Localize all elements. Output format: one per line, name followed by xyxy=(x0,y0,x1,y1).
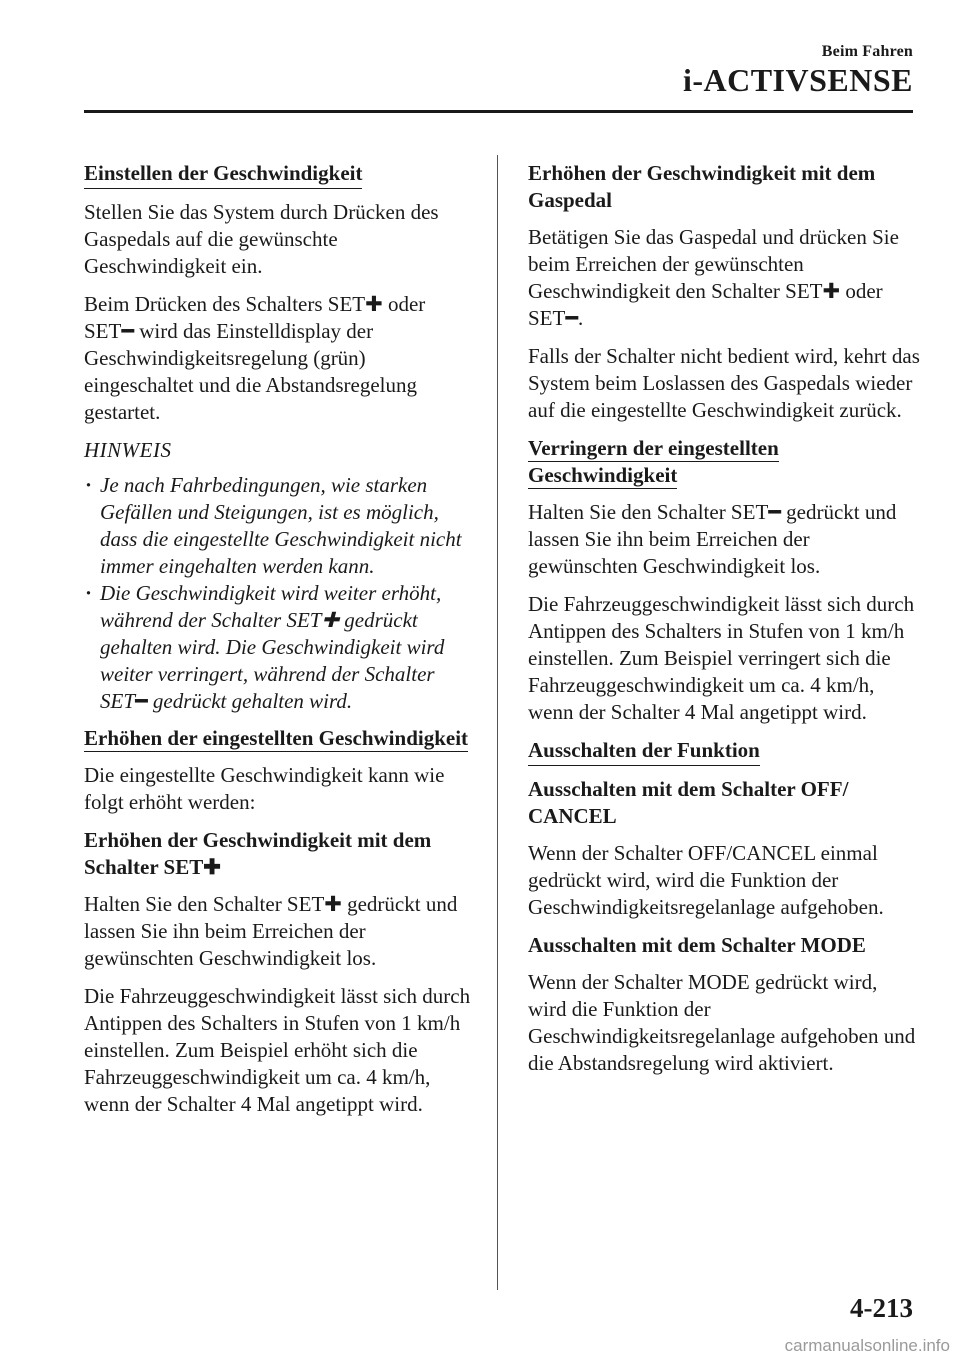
heading-off-cancel: Ausschalten mit dem Schalter OFF/ CANCEL xyxy=(528,777,849,828)
left-column xyxy=(84,160,476,1129)
page-number: 4-213 xyxy=(850,1293,913,1323)
paragraph-setting-1: Stellen Sie das System durch Drücken des Gaspedals auf die gewünschte Geschwindigkeit ein. xyxy=(84,200,439,278)
right-column xyxy=(528,160,920,1088)
chapter-title: i-ACTIVSENSE xyxy=(682,62,913,98)
section-label: Beim Fahren xyxy=(821,43,913,60)
header-divider xyxy=(84,110,913,113)
paragraph-off-mode: Wenn der Schalter MODE gedrückt wird, wird die Funktion der Geschwindigkeitsregelanlage aufgehoben und die Abstandsregelung wird aktiviert. xyxy=(528,970,916,1075)
paragraph-increase-switch-2: Die Fahrzeuggeschwindigkeit lässt sich durch Antippen des Schalters in Stufen von 1 km/h einstellen. Zum Beispiel erhöht sich die Fahrzeuggeschwindigkeit um ca. 4 km/h, wenn der Schalter 4 Mal angetippt wird. xyxy=(84,984,471,1116)
note-item: · Die Geschwindigkeit wird weiter erhöht, während der Schalter SET✚ gedrückt gehalten wird. Die Geschwindigkeit wird weiter verringert, während der Schalter SET━ gedrückt gehalten wird. xyxy=(84,580,476,715)
heading-off-mode: Ausschalten mit dem Schalter MODE xyxy=(528,933,866,957)
paragraph-increase: Die eingestellte Geschwindigkeit kann wie folgt erhöht werden: xyxy=(84,763,445,814)
note-list xyxy=(84,472,476,715)
heading-increase-switch: Erhöhen der Geschwindigkeit mit dem Schalter SET✚ xyxy=(84,828,432,879)
note-heading: HINWEIS xyxy=(84,438,172,462)
paragraph-setting-2: Beim Drücken des Schalters SET✚ oder SET━ wird das Einstelldisplay der Geschwindigkeitsregelung (grün) eingeschaltet und die Abstandsregelung gestartet. xyxy=(84,292,426,424)
heading-increase-pedal: Erhöhen der Geschwindigkeit mit dem Gaspedal xyxy=(528,161,876,212)
column-divider xyxy=(497,155,498,1290)
paragraph-off-cancel: Wenn der Schalter OFF/CANCEL einmal gedrückt wird, wird die Funktion der Geschwindigkeitsregelanlage aufgehoben. xyxy=(528,841,884,919)
paragraph-decrease-1: Halten Sie den Schalter SET━ gedrückt und lassen Sie ihn beim Erreichen der gewünschten Geschwindigkeit los. xyxy=(528,500,897,578)
watermark-url: carmanualsonline.info xyxy=(784,1336,950,1355)
paragraph-decrease-2: Die Fahrzeuggeschwindigkeit lässt sich durch Antippen des Schalters in Stufen von 1 km/h einstellen. Zum Beispiel verringert sich die Fahrzeuggeschwindigkeit um ca. 4 km/h, wenn der Schalter 4 Mal angetippt wird. xyxy=(528,592,915,724)
note-item: · Je nach Fahrbedingungen, wie starken Gefällen und Steigungen, ist es möglich, dass die eingestellte Geschwindigkeit nicht immer eingehalten werden kann. xyxy=(84,472,476,580)
heading-disable-function: Ausschalten der Funktion xyxy=(528,737,920,766)
heading-decrease-speed: Verringern der eingestellten Geschwindigkeit xyxy=(528,436,779,487)
paragraph-pedal-1: Betätigen Sie das Gaspedal und drücken Sie beim Erreichen der gewünschten Geschwindigkeit den Schalter SET✚ oder SET━. xyxy=(528,225,899,330)
paragraph-pedal-2: Falls der Schalter nicht bedient wird, kehrt das System beim Loslassen des Gaspedals wieder auf die eingestellte Geschwindigkeit zurück. xyxy=(528,344,920,422)
heading-increase-speed: Erhöhen der eingestellten Geschwindigkeit xyxy=(84,726,469,750)
paragraph-increase-switch-1: Halten Sie den Schalter SET✚ gedrückt und lassen Sie ihn beim Erreichen der gewünschten Geschwindigkeit los. xyxy=(84,892,458,970)
heading-setting-speed: Einstellen der Geschwindigkeit xyxy=(84,160,476,189)
